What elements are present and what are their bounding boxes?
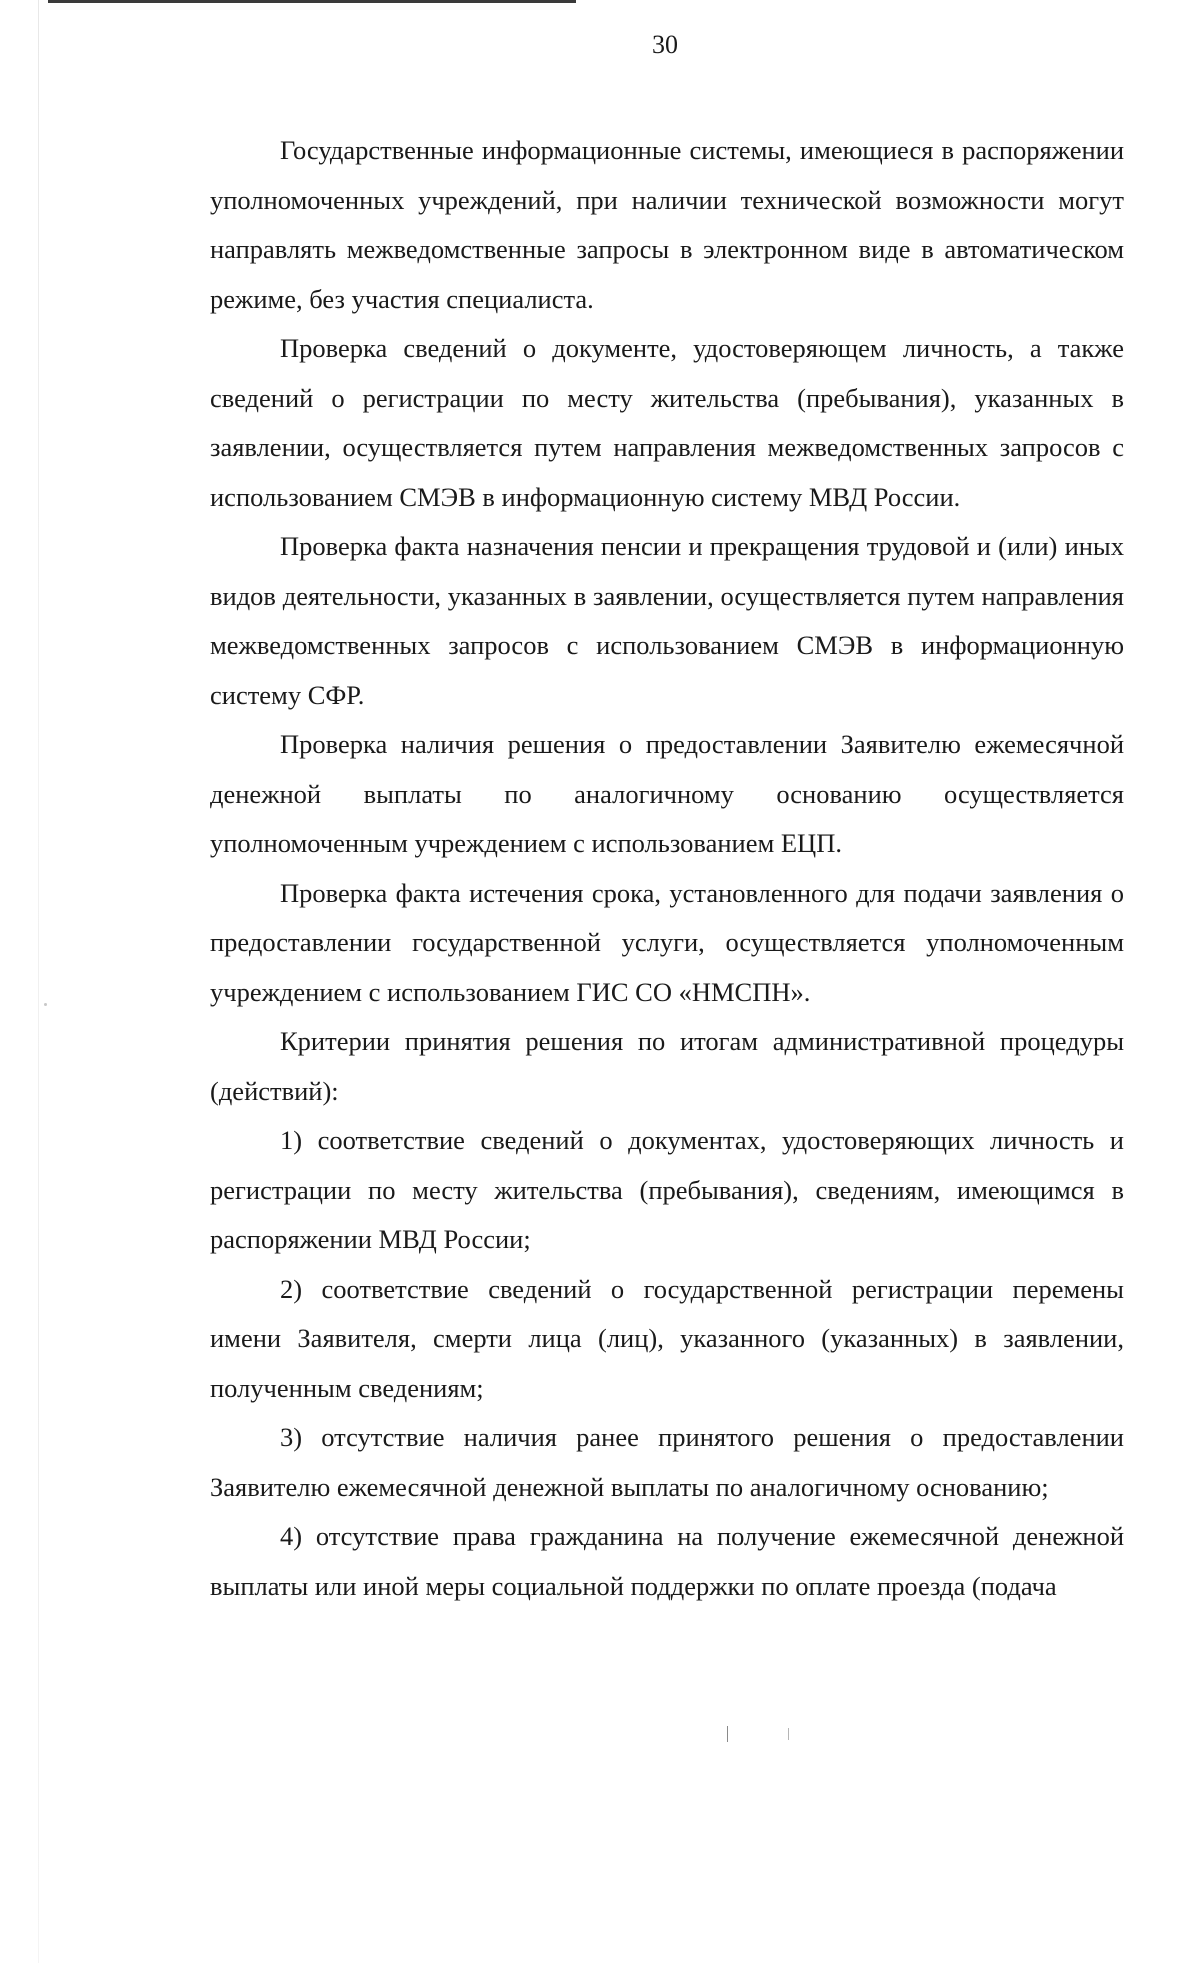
scan-left-edge	[38, 0, 39, 1963]
paragraph-identity-check: Проверка сведений о документе, удостоверяющем личность, а также сведений о регистрации по месту жительства (пребывания), указанных в заявлении, осуществляется путем направления межведомственных запросов с использованием СМЭВ в информационную систему МВД России.	[210, 333, 1124, 512]
list-item-criterion-1: 1) соответствие сведений о документах, удостоверяющих личность и регистрации по месту жительства (пребывания), сведениям, имеющимся в распоряжении МВД России;	[210, 1125, 1124, 1254]
scan-top-rule	[48, 0, 576, 3]
paragraph-gis-requests: Государственные информационные системы, имеющиеся в распоряжении уполномоченных учреждений, при наличии технической возможности могут направлять межведомственные запросы в электронном виде в автоматическом режиме, без участия специалиста.	[210, 135, 1124, 314]
paragraph-pension-check: Проверка факта назначения пенсии и прекращения трудовой и (или) иных видов деятельности, указанных в заявлении, осуществляется путем направления межведомственных запросов с использованием СМЭВ в информационную систему СФР.	[210, 531, 1124, 710]
scan-artifact-dot	[44, 1003, 47, 1006]
list-item-criterion-4: 4) отсутствие права гражданина на получение ежемесячной денежной выплаты или иной меры социальной поддержки по оплате проезда (подача	[210, 1521, 1124, 1601]
paragraph-deadline-check: Проверка факта истечения срока, установленного для подачи заявления о предоставлении государственной услуги, осуществляется уполномоченным учреждением с использованием ГИС СО «НМСПН».	[210, 877, 1124, 1007]
list-item-criterion-3: 3) отсутствие наличия ранее принятого решения о предоставлении Заявителю ежемесячной денежной выплаты по аналогичному основанию;	[210, 1422, 1124, 1502]
list-item-criterion-2: 2) соответствие сведений о государственной регистрации перемены имени Заявителя, смерти лица (лиц), указанного (указанных) в заявлении, полученным сведениям;	[210, 1273, 1124, 1403]
page-number: 30	[652, 30, 678, 59]
scan-artifact-mark	[727, 1726, 728, 1742]
document-body	[210, 126, 1124, 1611]
paragraph-payment-check: Проверка наличия решения о предоставлении Заявителю ежемесячной денежной выплаты по аналогичному основанию осуществляется уполномоченным учреждением с использованием ЕЦП.	[210, 729, 1124, 858]
paragraph-decision-criteria: Критерии принятия решения по итогам административной процедуры (действий):	[210, 1026, 1124, 1106]
scan-artifact-mark	[788, 1728, 789, 1740]
